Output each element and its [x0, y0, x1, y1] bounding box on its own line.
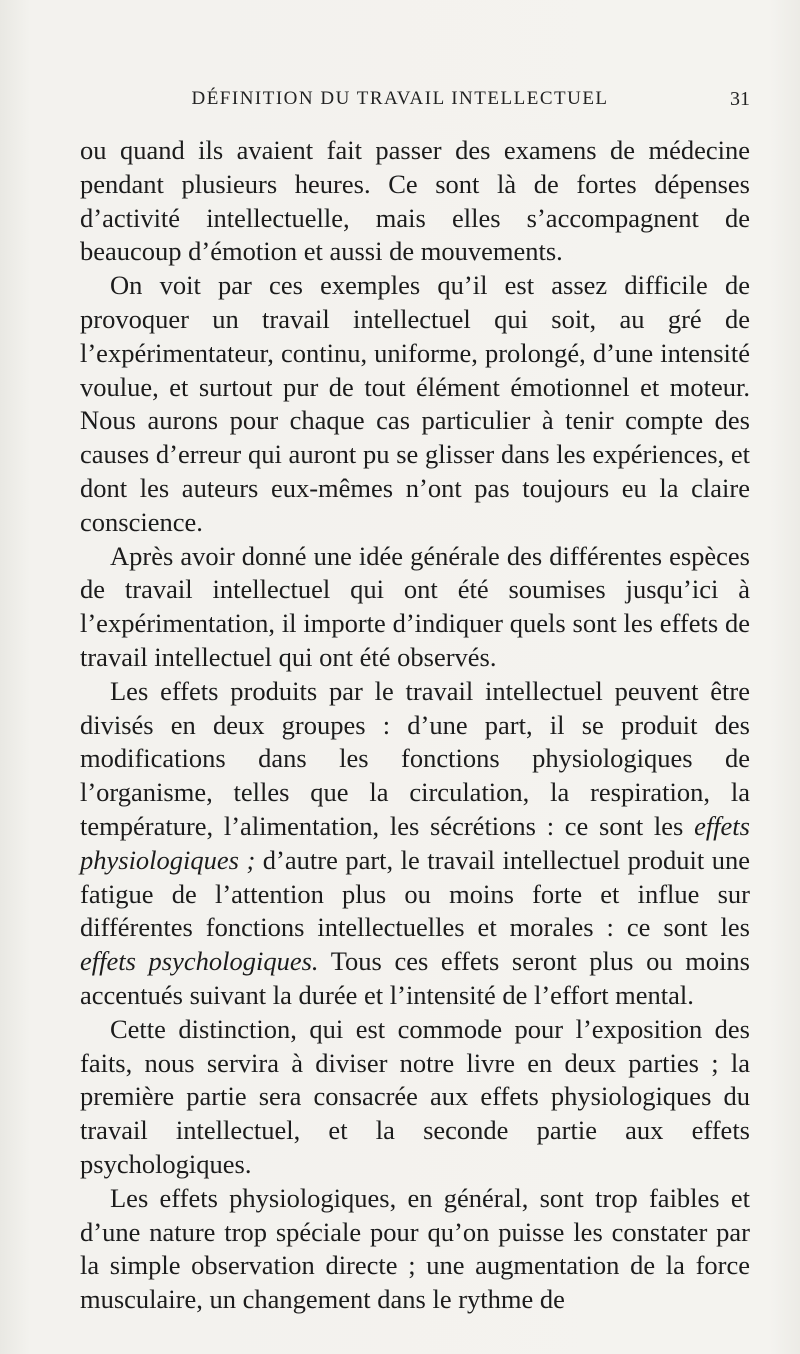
page-header: [80, 88, 750, 118]
paragraph-4-text-a: Les effets produits par le travail intellectuel peuvent être divisés en deux groupes : d’une part, il se produit des modifications dans les fonctions physiologiques de l’organisme, telles que la circulation, la respiration, la température, l’alimentation, les sécrétions : ce sont les: [80, 675, 750, 841]
body-text: [80, 134, 750, 1317]
paragraph-4-text-c: Tous ces effets seront plus ou moins accentués suivant la durée et l’intensité de l’effort mental.: [80, 946, 750, 1010]
emphasis-effets-physiologiques: effets physiologiques ;: [80, 810, 750, 875]
paragraph-2: On voit par ces exemples qu’il est assez difficile de provoquer un travail intellectuel qui soit, au gré de l’expérimentateur, continu, uniforme, prolongé, d’une intensité voulue, et surtout pur de tout élément émotionnel et moteur. Nous aurons pour chaque cas particulier à tenir compte des causes d’erreur qui auront pu se glisser dans les expériences, et dont les auteurs eux-mêmes n’ont pas toujours eu la claire conscience.: [80, 270, 750, 537]
paragraph-4-text-b: d’autre part, le travail intellectuel produit une fatigue de l’attention plus ou moins forte et influe sur différentes fonctions intellectuelles et morales : ce sont les: [80, 844, 750, 943]
paragraph-1: ou quand ils avaient fait passer des examens de médecine pendant plusieurs heures. Ce sont là de fortes dépenses d’activité intellectuelle, mais elles s’accompagnent de beaucoup d’émotion et aussi de mouvements.: [80, 135, 750, 267]
emphasis-effets-psychologiques: effets psychologiques.: [80, 946, 319, 977]
paragraph-5: Cette distinction, qui est commode pour l’exposition des faits, nous servira à diviser notre livre en deux parties ; la première partie sera consacrée aux effets physiologiques du travail intellectuel, et la seconde partie aux effets psychologiques.: [80, 1013, 750, 1179]
page-number: 31: [730, 88, 750, 110]
running-title: DÉFINITION DU TRAVAIL INTELLECTUEL: [191, 88, 609, 109]
paragraph-4: [80, 675, 750, 1013]
paragraph-6: Les effets physiologiques, en général, sont trop faibles et d’une nature trop spéciale pour qu’on puisse les constater par la simple observation directe ; une augmentation de la force musculaire, un changement dans le rythme de: [80, 1182, 750, 1315]
paragraph-3: Après avoir donné une idée générale des différentes espèces de travail intellectuel qui ont été soumises jusqu’ici à l’expérimentation, il importe d’indiquer quels sont les effets de travail intellectuel qui ont été observés.: [80, 540, 750, 672]
